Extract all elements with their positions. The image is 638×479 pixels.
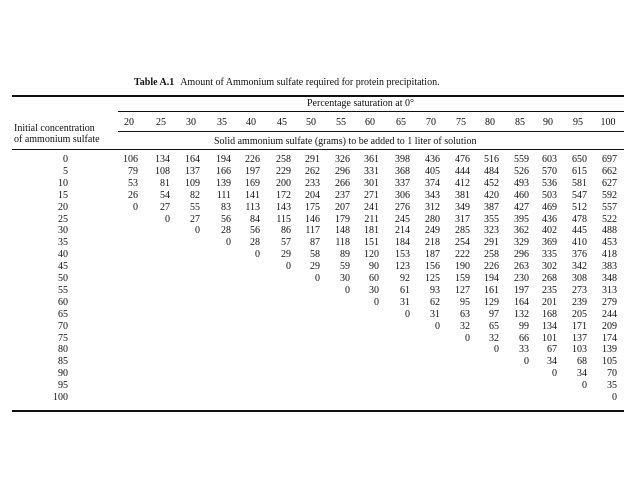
table-cell: 61 <box>400 284 410 296</box>
table-cell: 326 <box>335 154 350 165</box>
table-cell: 139 <box>602 344 617 356</box>
table-cell: 141 <box>245 189 260 201</box>
table-cell: 34 <box>577 368 587 380</box>
table-cell: 285 <box>455 225 470 237</box>
table-cell: 166 <box>216 165 231 177</box>
table-cell: 374 <box>425 177 440 189</box>
table-cell: 276 <box>395 201 410 213</box>
table-cell: 0 <box>195 225 200 237</box>
row-label: 30 <box>58 225 68 237</box>
table-cell: 55 <box>190 201 200 213</box>
table-cell: 349 <box>455 201 470 213</box>
table-cell: 207 <box>335 201 350 213</box>
table-cell: 0 <box>524 356 529 368</box>
table-cell: 95 <box>460 296 470 308</box>
table-cell: 368 <box>395 165 410 177</box>
column-header: 75 <box>456 117 466 128</box>
table-cell: 249 <box>425 225 440 237</box>
table-cell: 99 <box>519 320 529 332</box>
table-cell: 376 <box>572 249 587 261</box>
table-cell: 127 <box>455 284 470 296</box>
table-cell: 615 <box>572 165 587 177</box>
table-cell: 0 <box>405 308 410 320</box>
table-cell: 273 <box>572 284 587 296</box>
table-cell: 97 <box>489 308 499 320</box>
table-cell: 211 <box>364 213 379 225</box>
table-cell: 179 <box>335 213 350 225</box>
column-header: 55 <box>336 117 346 128</box>
table-cell: 239 <box>572 296 587 308</box>
table-cell: 348 <box>602 273 617 284</box>
table-cell: 103 <box>572 344 587 356</box>
table-cell: 229 <box>276 165 291 177</box>
table-cell: 398 <box>395 154 410 165</box>
table-cell: 235 <box>542 284 557 296</box>
rule-under-header <box>12 149 624 150</box>
table-cell: 452 <box>484 177 499 189</box>
table-cell: 201 <box>542 296 557 308</box>
table-cell: 383 <box>602 261 617 273</box>
table-cell: 478 <box>572 213 587 225</box>
table-cell: 204 <box>305 189 320 201</box>
row-label: 5 <box>63 165 68 177</box>
table-cell: 175 <box>305 201 320 213</box>
table-cell: 125 <box>425 273 440 284</box>
table-cell: 557 <box>602 201 617 213</box>
table-cell: 184 <box>395 237 410 249</box>
table-cell: 280 <box>425 213 440 225</box>
table-cell: 200 <box>276 177 291 189</box>
table-cell: 312 <box>425 201 440 213</box>
table-cell: 453 <box>602 237 617 249</box>
table-cell: 108 <box>155 165 170 177</box>
table-cell: 27 <box>190 213 200 225</box>
table-cell: 387 <box>484 201 499 213</box>
row-header-line2: of ammonium sulfate <box>14 134 100 145</box>
table-cell: 323 <box>484 225 499 237</box>
table-cell: 296 <box>514 249 529 261</box>
table-cell: 139 <box>216 177 231 189</box>
table-cell: 190 <box>455 261 470 273</box>
table-cell: 197 <box>245 165 260 177</box>
table-cell: 0 <box>315 273 320 284</box>
row-label: 10 <box>58 177 68 189</box>
table-cell: 30 <box>369 284 379 296</box>
table-cell: 156 <box>425 261 440 273</box>
table-cell: 335 <box>542 249 557 261</box>
table-cell: 395 <box>514 213 529 225</box>
table-cell: 291 <box>484 237 499 249</box>
table-cell: 79 <box>128 165 138 177</box>
row-label: 95 <box>58 380 68 392</box>
table-cell: 244 <box>602 308 617 320</box>
column-header: 65 <box>396 117 406 128</box>
table-cell: 444 <box>455 165 470 177</box>
table-cell: 245 <box>395 213 410 225</box>
table-cell: 237 <box>335 189 350 201</box>
table-cell: 89 <box>340 249 350 261</box>
table-cell: 31 <box>430 308 440 320</box>
table-cell: 0 <box>286 261 291 273</box>
table-cell: 92 <box>400 273 410 284</box>
table-cell: 105 <box>602 356 617 368</box>
table-cell: 0 <box>374 296 379 308</box>
row-label: 40 <box>58 249 68 261</box>
table-cell: 0 <box>612 392 617 403</box>
table-cell: 153 <box>395 249 410 261</box>
table-cell: 172 <box>276 189 291 201</box>
table-cell: 129 <box>484 296 499 308</box>
table-cell: 308 <box>572 273 587 284</box>
table-cell: 109 <box>185 177 200 189</box>
table-cell: 120 <box>364 249 379 261</box>
table-cell: 169 <box>245 177 260 189</box>
table-cell: 226 <box>245 154 260 165</box>
rule-bottom <box>12 410 624 412</box>
table-cell: 337 <box>395 177 410 189</box>
table-cell: 291 <box>305 154 320 165</box>
table-cell: 82 <box>190 189 200 201</box>
rule-under-saturation <box>118 111 624 112</box>
table-cell: 241 <box>364 201 379 213</box>
table-cell: 436 <box>542 213 557 225</box>
table-cell: 62 <box>430 296 440 308</box>
table-cell: 662 <box>602 165 617 177</box>
row-label: 60 <box>58 296 68 308</box>
table-cell: 205 <box>572 308 587 320</box>
table-cell: 342 <box>572 261 587 273</box>
table-cell: 181 <box>364 225 379 237</box>
table-cell: 581 <box>572 177 587 189</box>
table-cell: 171 <box>572 320 587 332</box>
table-cell: 361 <box>364 154 379 165</box>
table-cell: 258 <box>484 249 499 261</box>
table-cell: 28 <box>250 237 260 249</box>
column-header: 90 <box>543 117 553 128</box>
table-cell: 331 <box>364 165 379 177</box>
table-cell: 68 <box>577 356 587 368</box>
table-cell: 402 <box>542 225 557 237</box>
table-cell: 362 <box>514 225 529 237</box>
table-cell: 254 <box>455 237 470 249</box>
table-cell: 516 <box>484 154 499 165</box>
table-cell: 29 <box>310 261 320 273</box>
table-cell: 302 <box>542 261 557 273</box>
table-cell: 268 <box>542 273 557 284</box>
table-cell: 536 <box>542 177 557 189</box>
row-label: 0 <box>63 154 68 165</box>
table-cell: 58 <box>310 249 320 261</box>
row-label: 85 <box>58 356 68 368</box>
table-cell: 233 <box>305 177 320 189</box>
table-cell: 484 <box>484 165 499 177</box>
table-cell: 313 <box>602 284 617 296</box>
column-header: 95 <box>573 117 583 128</box>
table-cell: 266 <box>335 177 350 189</box>
table-cell: 146 <box>305 213 320 225</box>
table-cell: 28 <box>221 225 231 237</box>
table-cell: 570 <box>542 165 557 177</box>
table-cell: 697 <box>602 154 617 165</box>
table-cell: 35 <box>607 380 617 392</box>
percentage-saturation-header: Percentage saturation at 0° <box>307 98 415 109</box>
row-label: 45 <box>58 261 68 273</box>
table-cell: 460 <box>514 189 529 201</box>
table-cell: 90 <box>369 261 379 273</box>
table-cell: 427 <box>514 201 529 213</box>
row-header-line1: Initial concentration <box>14 123 95 134</box>
table-cell: 445 <box>572 225 587 237</box>
table-cell: 329 <box>514 237 529 249</box>
row-label: 35 <box>58 237 68 249</box>
table-cell: 603 <box>542 154 557 165</box>
column-header: 25 <box>156 117 166 128</box>
table-cell: 83 <box>221 201 231 213</box>
table-cell: 296 <box>335 165 350 177</box>
row-label: 20 <box>58 201 68 213</box>
column-header: 80 <box>485 117 495 128</box>
table-cell: 306 <box>395 189 410 201</box>
table-cell: 420 <box>484 189 499 201</box>
table-cell: 0 <box>133 201 138 213</box>
row-label: 65 <box>58 308 68 320</box>
table-cell: 343 <box>425 189 440 201</box>
table-cell: 56 <box>250 225 260 237</box>
table-cell: 29 <box>281 249 291 261</box>
table-cell: 0 <box>435 320 440 332</box>
table-cell: 209 <box>602 320 617 332</box>
table-cell: 26 <box>128 189 138 201</box>
table-cell: 134 <box>542 320 557 332</box>
table-cell: 493 <box>514 177 529 189</box>
table-cell: 106 <box>123 154 138 165</box>
column-header: 60 <box>365 117 375 128</box>
column-header: 70 <box>426 117 436 128</box>
table-cell: 57 <box>281 237 291 249</box>
table-cell: 271 <box>364 189 379 201</box>
table-cell: 369 <box>542 237 557 249</box>
table-cell: 0 <box>165 213 170 225</box>
column-header: 30 <box>186 117 196 128</box>
row-label: 75 <box>58 332 68 344</box>
table-cell: 70 <box>607 368 617 380</box>
table-cell: 115 <box>276 213 291 225</box>
table-cell: 650 <box>572 154 587 165</box>
table-cell: 405 <box>425 165 440 177</box>
table-cell: 118 <box>335 237 350 249</box>
table-cell: 317 <box>455 213 470 225</box>
table-cell: 222 <box>455 249 470 261</box>
table-cell: 32 <box>460 320 470 332</box>
table-cell: 63 <box>460 308 470 320</box>
table-cell: 123 <box>395 261 410 273</box>
table-cell: 117 <box>305 225 320 237</box>
table-cell: 60 <box>369 273 379 284</box>
rule-under-columns <box>118 131 624 132</box>
table-cell: 592 <box>602 189 617 201</box>
table-caption-label: Table A.1 <box>134 77 175 88</box>
table-cell: 86 <box>281 225 291 237</box>
table-cell: 547 <box>572 189 587 201</box>
column-header: 85 <box>515 117 525 128</box>
table-cell: 56 <box>221 213 231 225</box>
table-cell: 0 <box>552 368 557 380</box>
table-cell: 526 <box>514 165 529 177</box>
table-cell: 151 <box>364 237 379 249</box>
table-cell: 476 <box>455 154 470 165</box>
table-cell: 522 <box>602 213 617 225</box>
table-cell: 412 <box>455 177 470 189</box>
table-cell: 87 <box>310 237 320 249</box>
table-cell: 53 <box>128 177 138 189</box>
table-cell: 32 <box>489 332 499 344</box>
table-cell: 33 <box>519 344 529 356</box>
table-cell: 101 <box>542 332 557 344</box>
column-header: 45 <box>277 117 287 128</box>
table-cell: 381 <box>455 189 470 201</box>
table-cell: 143 <box>276 201 291 213</box>
table-cell: 469 <box>542 201 557 213</box>
table-cell: 0 <box>226 237 231 249</box>
table-cell: 159 <box>455 273 470 284</box>
table-cell: 81 <box>160 177 170 189</box>
table-cell: 214 <box>395 225 410 237</box>
table-cell: 436 <box>425 154 440 165</box>
table-cell: 164 <box>185 154 200 165</box>
table-cell: 65 <box>489 320 499 332</box>
table-cell: 0 <box>465 332 470 344</box>
table-cell: 301 <box>364 177 379 189</box>
row-label: 55 <box>58 284 68 296</box>
table-cell: 197 <box>514 284 529 296</box>
table-cell: 410 <box>572 237 587 249</box>
table-caption <box>134 77 440 88</box>
column-header: 100 <box>600 117 616 128</box>
table-caption-text: Amount of Ammonium sulfate required for protein precipitation. <box>180 77 440 88</box>
table-cell: 148 <box>335 225 350 237</box>
table-cell: 194 <box>216 154 231 165</box>
table-cell: 59 <box>340 261 350 273</box>
table-cell: 54 <box>160 189 170 201</box>
row-label: 25 <box>58 213 68 225</box>
column-header: 40 <box>246 117 256 128</box>
table-cell: 111 <box>216 189 231 201</box>
table-cell: 226 <box>484 261 499 273</box>
column-header: 35 <box>217 117 227 128</box>
table-cell: 84 <box>250 213 260 225</box>
table-cell: 168 <box>542 308 557 320</box>
row-label: 15 <box>58 189 68 201</box>
table-cell: 30 <box>340 273 350 284</box>
table-cell: 218 <box>425 237 440 249</box>
table-cell: 164 <box>514 296 529 308</box>
table-cell: 355 <box>484 213 499 225</box>
rule-top <box>12 95 624 97</box>
table-cell: 134 <box>155 154 170 165</box>
table-cell: 488 <box>602 225 617 237</box>
table-cell: 132 <box>514 308 529 320</box>
table-cell: 0 <box>582 380 587 392</box>
table-cell: 93 <box>430 284 440 296</box>
table-cell: 263 <box>514 261 529 273</box>
table-cell: 258 <box>276 154 291 165</box>
table-cell: 137 <box>572 332 587 344</box>
row-label: 100 <box>53 392 68 403</box>
solid-ammonium-subheader: Solid ammonium sulfate (grams) to be added to 1 liter of solution <box>214 136 477 147</box>
table-cell: 67 <box>547 344 557 356</box>
table-cell: 31 <box>400 296 410 308</box>
table-cell: 627 <box>602 177 617 189</box>
table-cell: 279 <box>602 296 617 308</box>
table-cell: 27 <box>160 201 170 213</box>
table-cell: 34 <box>547 356 557 368</box>
table-cell: 161 <box>484 284 499 296</box>
table-cell: 503 <box>542 189 557 201</box>
row-label: 50 <box>58 273 68 284</box>
table-cell: 137 <box>185 165 200 177</box>
table-cell: 262 <box>305 165 320 177</box>
table-cell: 512 <box>572 201 587 213</box>
table-cell: 113 <box>245 201 260 213</box>
table-cell: 0 <box>494 344 499 356</box>
table-cell: 230 <box>514 273 529 284</box>
table-cell: 174 <box>602 332 617 344</box>
table-cell: 194 <box>484 273 499 284</box>
table-cell: 418 <box>602 249 617 261</box>
table-cell: 0 <box>255 249 260 261</box>
column-header: 50 <box>306 117 316 128</box>
row-label: 80 <box>58 344 68 356</box>
row-label: 90 <box>58 368 68 380</box>
column-header: 20 <box>124 117 134 128</box>
table-cell: 187 <box>425 249 440 261</box>
table-cell: 0 <box>345 284 350 296</box>
row-label: 70 <box>58 320 68 332</box>
table-cell: 66 <box>519 332 529 344</box>
table-cell: 559 <box>514 154 529 165</box>
